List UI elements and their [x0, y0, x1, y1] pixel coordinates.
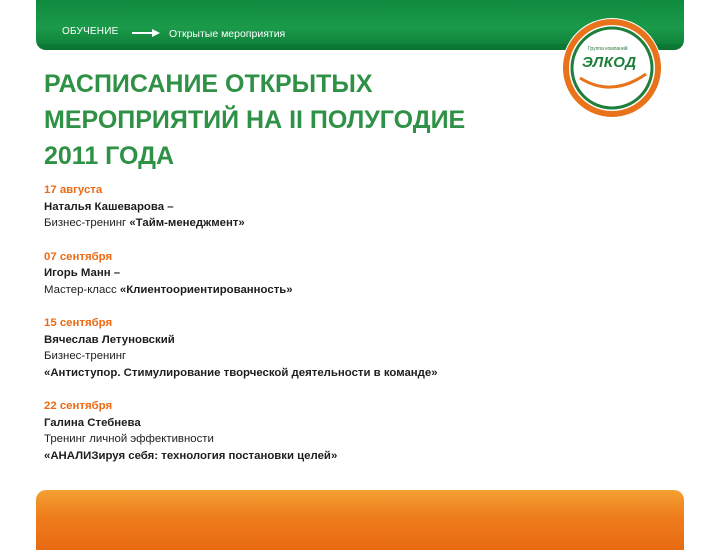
logo-caption: Группа компаний [588, 46, 628, 52]
event-list [44, 182, 644, 481]
title-line-2: МЕРОПРИЯТИЙ НА II ПОЛУГОДИЕ [44, 106, 466, 134]
event-speaker: Наталья Кашеварова – [44, 200, 174, 213]
event-name: «Тайм-менеджмент» [129, 217, 245, 229]
event-type: Бизнес-тренинг [44, 217, 127, 229]
event-item [44, 249, 644, 299]
arrow-right-icon [132, 28, 160, 38]
event-description [44, 215, 644, 232]
event-type: Тренинг личной эффективности [44, 433, 214, 445]
breadcrumb-section[interactable]: ОБУЧЕНИЕ [62, 26, 119, 37]
event-item [44, 315, 644, 381]
event-date: 07 сентября [44, 250, 113, 263]
event-item [44, 398, 644, 464]
event-type: Бизнес-тренинг [44, 350, 127, 362]
event-date: 15 сентября [44, 317, 113, 329]
title-line-1: РАСПИСАНИЕ ОТКРЫТЫХ [44, 70, 373, 98]
event-date: 22 сентября [44, 400, 113, 412]
event-name: «АНАЛИЗируя себя: технология постановки целей» [44, 449, 338, 462]
event-speaker: Галина Стебнева [44, 416, 141, 429]
breadcrumb-current-page: Открытые мероприятия [169, 28, 286, 40]
logo-wordmark: ЭЛКОД [582, 54, 637, 71]
event-date: 17 августа [44, 184, 103, 196]
event-speaker: Вячеслав Летуновский [44, 333, 175, 346]
event-name: «Клиентоориентированность» [119, 283, 293, 296]
event-type: Мастер-класс [44, 283, 117, 296]
title-line-3: 2011 ГОДА [44, 142, 175, 170]
event-speaker: Игорь Манн – [44, 267, 121, 279]
event-item [44, 182, 644, 232]
footer-bar [36, 490, 684, 550]
page-title [44, 66, 564, 174]
event-description [44, 282, 644, 299]
event-name: «Антиступор. Стимулирование творческой деятельности в команде» [44, 366, 438, 379]
